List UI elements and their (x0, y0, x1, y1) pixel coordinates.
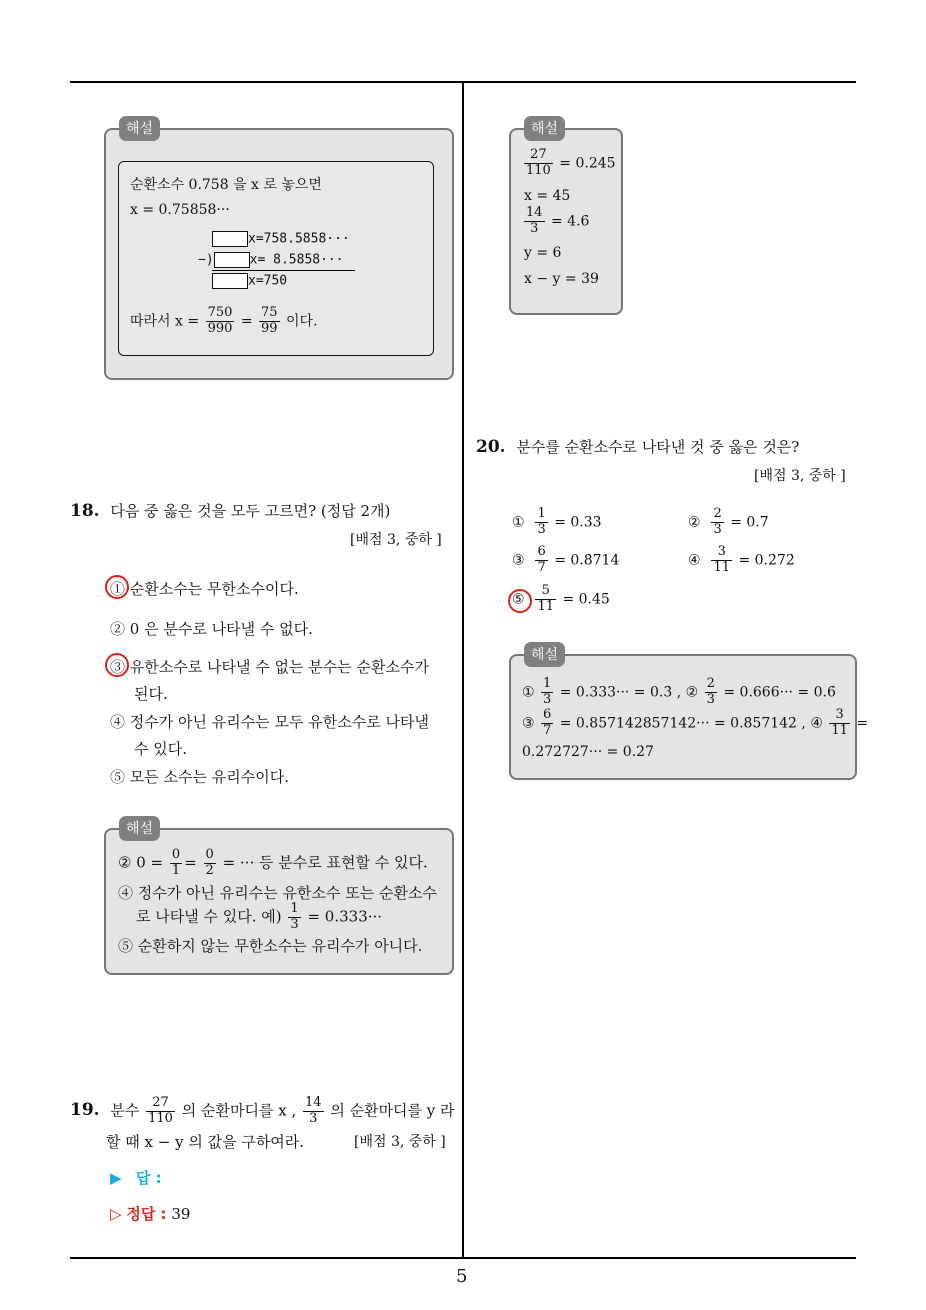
work-row: x=750 (212, 273, 287, 289)
explanation-tag: 해설 (119, 116, 160, 141)
explanation-line: x = 0.75858··· (130, 202, 230, 218)
question-number: 19. (70, 1100, 100, 1121)
option-2[interactable]: ② $\frac{2}{3}$ = 0.7̇ (688, 506, 769, 537)
question-meta: [배점 3, 중하 ] (350, 532, 442, 548)
fraction: $\frac{3}{11}$ (713, 544, 731, 575)
correct-answer-value: 39 (171, 1205, 191, 1223)
fraction: $\frac{14}{3}$ (526, 205, 543, 236)
question-number: 20. (476, 437, 506, 457)
explanation-line: x − y = 39 (524, 271, 599, 287)
option-2[interactable]: ② 0 은 분수로 나타낼 수 없다. (110, 620, 313, 638)
subtraction-rule (212, 270, 355, 271)
fraction: $\frac{75}{99}$ (261, 305, 278, 336)
blank-box (212, 273, 248, 289)
question-18-header (70, 500, 390, 521)
question-19-header: 19. 분수 $\frac{27}{110}$ 의 순환마디를 x , $\frac{14}{3}$ 의 순환마디를 y 라 (70, 1095, 455, 1126)
fraction: $\frac{750}{990}$ (207, 305, 233, 336)
fraction: $\frac{1}{3}$ (543, 676, 552, 707)
explanation-line: ④ 정수가 아닌 유리수는 유한소수 또는 순환소수 (118, 884, 437, 902)
correct-answer-label: 정답 : (126, 1205, 167, 1223)
question-text: 다음 중 옳은 것을 모두 고르면? (정답 2개) (110, 502, 391, 520)
explanation-conclusion: 따라서 x = $\frac{750}{990}$ = $\frac{75}{99}$ 이다. (130, 305, 318, 336)
option-5[interactable]: ⑤ 모든 소수는 유리수이다. (110, 768, 290, 786)
outline-arrow-icon: ▷ (110, 1205, 122, 1223)
fraction: $\frac{6}{7}$ (537, 544, 546, 575)
explanation-tag: 해설 (524, 116, 565, 141)
fraction: $\frac{27}{110}$ (148, 1095, 173, 1126)
option-3[interactable]: ③ 유한소수로 나타낼 수 없는 분수는 순환소수가 (110, 658, 429, 676)
explanation-line: 로 나타낼 수 있다. 예) $\frac{1}{3}$ = 0.333··· (136, 901, 383, 932)
explanation-line: 0.272727··· = 0.2̇7̇ (522, 744, 654, 760)
option-3-cont: 된다. (134, 685, 168, 703)
option-4[interactable]: ④ 정수가 아닌 유리수는 모두 유한소수로 나타낼 (110, 713, 429, 731)
fraction: $\frac{1}{3}$ (290, 901, 299, 932)
option-3[interactable]: ③ $\frac{6}{7}$ = 0.8̇714̇ (512, 544, 620, 575)
fraction: $\frac{6}{7}$ (543, 707, 552, 738)
fraction: $\frac{14}{3}$ (305, 1095, 322, 1126)
explanation-line: x = 45 (524, 188, 571, 204)
explanation-tag: 해설 (524, 642, 565, 667)
fraction: $\frac{2}{3}$ (713, 506, 722, 537)
fraction: $\frac{5}{11}$ (537, 583, 555, 614)
answer-row[interactable] (110, 1167, 162, 1188)
explanation-tag: 해설 (119, 816, 160, 841)
fraction: $\frac{0}{1}$ (171, 847, 181, 878)
explanation-line: $\frac{27}{110}$ = 0.24̇5̇ (526, 147, 616, 178)
option-5[interactable]: ⑤ $\frac{5}{11}$ = 0.4̇5̇ (512, 583, 610, 614)
blank-box (212, 231, 248, 247)
correct-answer-row (110, 1203, 190, 1224)
option-1[interactable]: ① 순환소수는 무한소수이다. (110, 580, 299, 598)
question-meta: [배점 3, 중하 ] (354, 1134, 446, 1150)
question-text-cont: 할 때 x − y 의 값을 구하여라. (106, 1133, 305, 1151)
option-1[interactable]: ① $\frac{1}{3}$ = 0.33̇ (512, 506, 602, 537)
column-divider (462, 82, 464, 1258)
explanation-line: y = 6 (524, 245, 562, 261)
bottom-rule (70, 1257, 856, 1259)
play-arrow-icon: ▶ (110, 1169, 122, 1187)
work-row: −) x= 8.5858··· (198, 252, 344, 268)
explanation-line: $\frac{14}{3}$ = 4.6̇ (526, 205, 590, 236)
question-text: 분수를 순환소수로 나타낸 것 중 옳은 것은? (516, 438, 800, 456)
explanation-line: 순환소수 0.75̇8̇ 을 x 로 놓으면 (130, 177, 322, 193)
fraction: $\frac{1}{3}$ (537, 506, 546, 537)
fraction: $\frac{27}{110}$ (526, 147, 551, 178)
page-number: 5 (456, 1266, 468, 1287)
explanation-line: ③ $\frac{6}{7}$ = 0.857142857142··· = 0.8̇57142̇ , ④ $\frac{3}{11}$ = (522, 707, 869, 738)
answer-label: 답 : (135, 1169, 162, 1187)
fraction: $\frac{2}{3}$ (706, 676, 715, 707)
explanation-line: ⑤ 순환하지 않는 무한소수는 유리수가 아니다. (118, 937, 423, 955)
fraction: $\frac{3}{11}$ (831, 707, 848, 738)
question-20-header (476, 436, 799, 457)
explanation-line: ① $\frac{1}{3}$ = 0.333··· = 0.3̇ , ② $\frac{2}{3}$ = 0.666··· = 0.6̇ (522, 676, 836, 707)
explanation-line: ② 0 = $\frac{0}{1}$ = $\frac{0}{2}$ = ··· 등 분수로 표현할 수 있다. (118, 847, 428, 878)
fraction: $\frac{0}{2}$ (205, 847, 214, 878)
blank-box (214, 252, 250, 268)
option-4-cont: 수 있다. (134, 740, 188, 758)
question-meta: [배점 3, 중하 ] (754, 468, 846, 484)
question-number: 18. (70, 501, 100, 521)
option-4[interactable]: ④ $\frac{3}{11}$ = 0.2̇72̇ (688, 544, 795, 575)
work-row: x=758.5858··· (212, 231, 350, 247)
